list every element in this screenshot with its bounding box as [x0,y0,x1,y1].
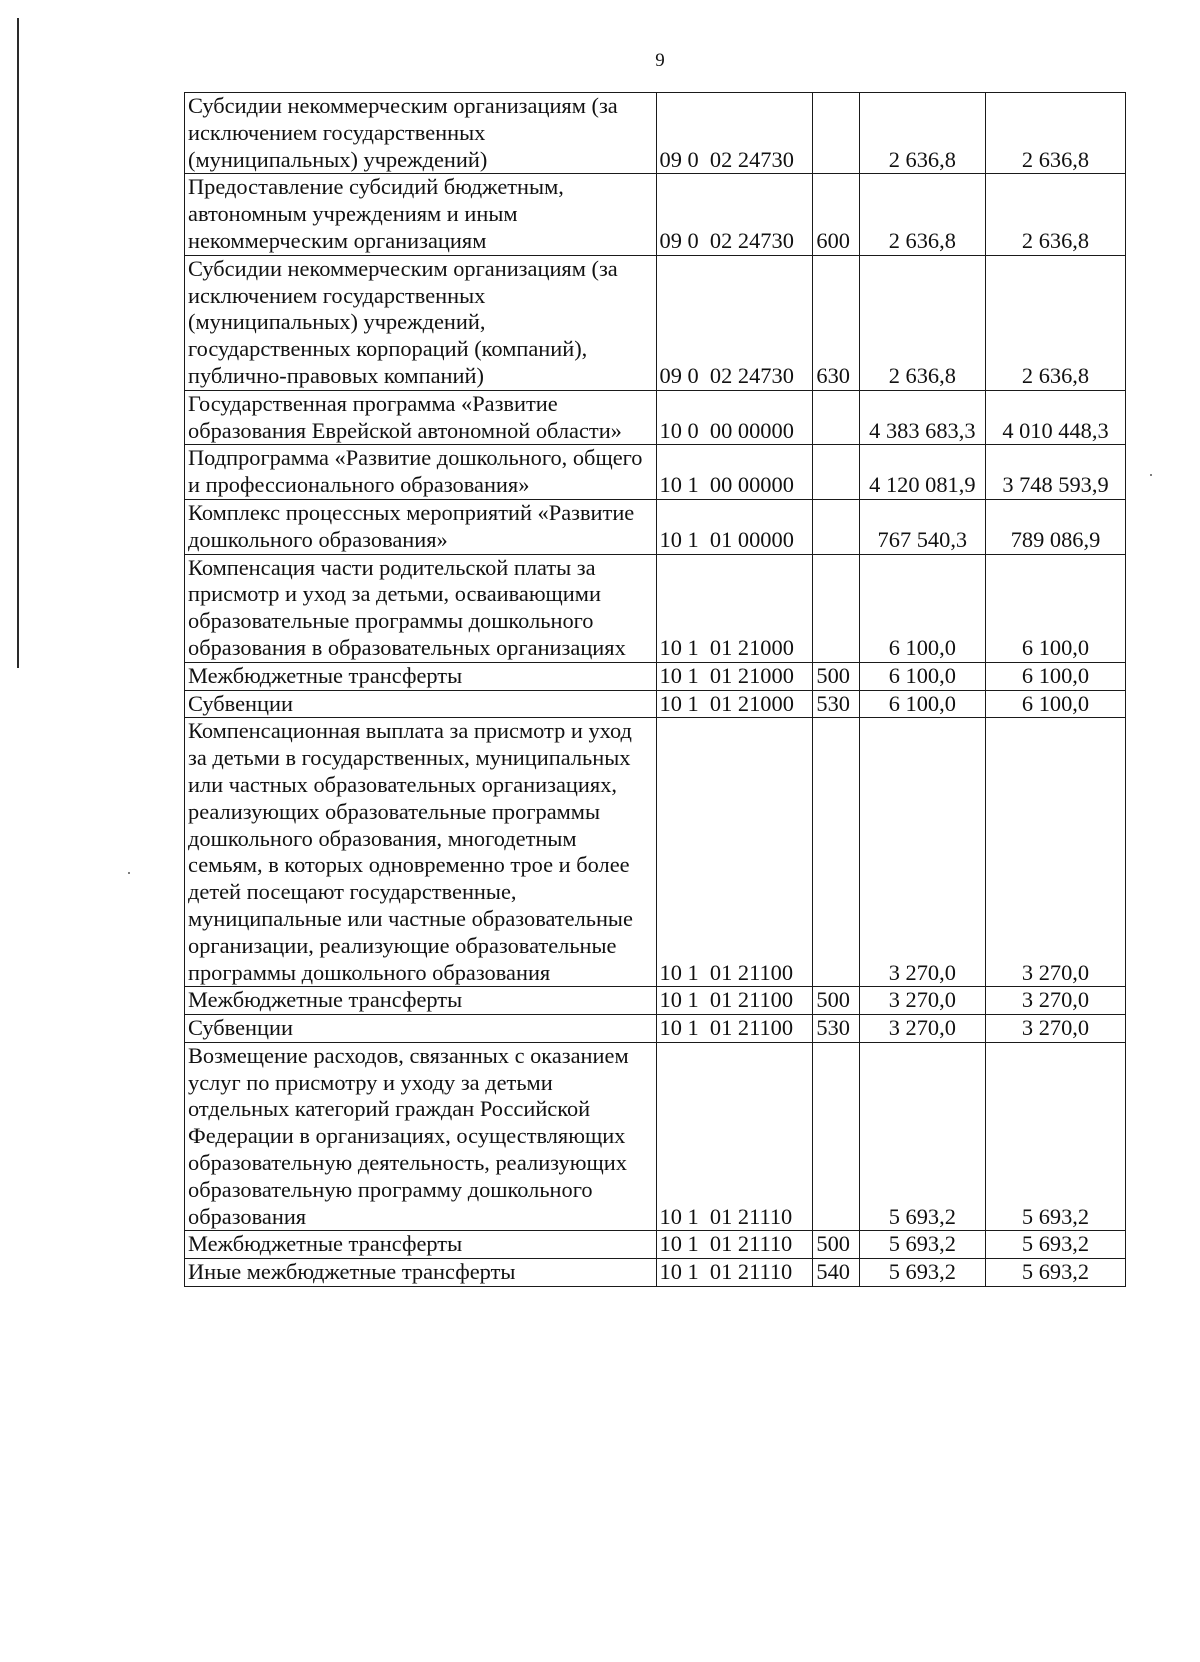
target-article-cell: 10 1 00 00000 [656,445,813,500]
target-article-cell: 10 1 01 21000 [656,662,813,690]
amount-year1-cell: 5 693,2 [859,1042,985,1231]
target-article-cell: 10 1 01 21000 [656,690,813,718]
budget-table-body [185,93,1126,1287]
row-name-cell: Комплекс процессных мероприятий «Развитие дошкольного образования» [185,499,657,554]
scan-speck [1150,474,1152,476]
target-article-cell: 10 1 01 00000 [656,499,813,554]
table-row [185,1015,1126,1043]
row-name-cell: Компенсационная выплата за присмотр и уход за детьми в государственных, муниципальных или частных образовательных организациях, реализующих образовательные программы дошкольного образования, многодетным семьям, в которых одновременно трое и более детей посещают государственные, муниципальные или частные образовательные организации, реализующие образовательные программы дошкольного образования [185,718,657,987]
amount-year1-cell: 6 100,0 [859,554,985,662]
row-name-cell: Межбюджетные трансферты [185,987,657,1015]
amount-year1-cell: 3 270,0 [859,1015,985,1043]
scan-edge-line [17,18,19,668]
amount-year1-cell: 5 693,2 [859,1259,985,1287]
amount-year2-cell: 3 270,0 [985,718,1125,987]
expense-type-cell: 600 [813,174,859,255]
amount-year2-cell: 3 270,0 [985,1015,1125,1043]
target-article-cell: 10 1 01 21100 [656,1015,813,1043]
table-row [185,174,1126,255]
amount-year2-cell: 789 086,9 [985,499,1125,554]
amount-year1-cell: 2 636,8 [859,255,985,390]
expense-type-cell [813,499,859,554]
amount-year1-cell: 767 540,3 [859,499,985,554]
table-row [185,690,1126,718]
row-name-cell: Субсидии некоммерческим организациям (за исключением государственных (муниципальных) учреждений, государственных корпораций (компаний), публично-правовых компаний) [185,255,657,390]
target-article-cell: 10 1 01 21110 [656,1231,813,1259]
table-row [185,499,1126,554]
expense-type-cell: 500 [813,1231,859,1259]
table-row [185,987,1126,1015]
amount-year2-cell: 6 100,0 [985,690,1125,718]
expense-type-cell [813,554,859,662]
amount-year2-cell: 5 693,2 [985,1042,1125,1231]
expense-type-cell [813,718,859,987]
row-name-cell: Предоставление субсидий бюджетным, автономным учреждениям и иным некоммерческим организациям [185,174,657,255]
row-name-cell: Иные межбюджетные трансферты [185,1259,657,1287]
amount-year2-cell: 2 636,8 [985,93,1125,174]
table-row [185,554,1126,662]
row-name-cell: Межбюджетные трансферты [185,662,657,690]
target-article-cell: 10 1 01 21110 [656,1259,813,1287]
expense-type-cell [813,445,859,500]
table-row [185,390,1126,445]
amount-year2-cell: 3 270,0 [985,987,1125,1015]
amount-year1-cell: 4 120 081,9 [859,445,985,500]
amount-year2-cell: 2 636,8 [985,255,1125,390]
amount-year1-cell: 2 636,8 [859,93,985,174]
page-number: 9 [655,50,665,71]
table-row [185,1259,1126,1287]
amount-year2-cell: 4 010 448,3 [985,390,1125,445]
table-row [185,718,1126,987]
row-name-cell: Субвенции [185,690,657,718]
row-name-cell: Возмещение расходов, связанных с оказанием услуг по присмотру и уходу за детьми отдельных категорий граждан Российской Федерации в организациях, осуществляющих образовательную деятельность, реализующих образовательную программу дошкольного образования [185,1042,657,1231]
target-article-cell: 09 0 02 24730 [656,255,813,390]
target-article-cell: 09 0 02 24730 [656,174,813,255]
amount-year1-cell: 6 100,0 [859,662,985,690]
table-row [185,445,1126,500]
scan-speck [128,872,130,874]
expense-type-cell: 530 [813,1015,859,1043]
table-row [185,662,1126,690]
table-row [185,1231,1126,1259]
row-name-cell: Межбюджетные трансферты [185,1231,657,1259]
target-article-cell: 10 1 01 21100 [656,718,813,987]
expense-type-cell: 630 [813,255,859,390]
amount-year2-cell: 2 636,8 [985,174,1125,255]
table-row [185,1042,1126,1231]
row-name-cell: Компенсация части родительской платы за присмотр и уход за детьми, осваивающими образовательные программы дошкольного образования в образовательных организациях [185,554,657,662]
expense-type-cell [813,1042,859,1231]
amount-year1-cell: 6 100,0 [859,690,985,718]
row-name-cell: Государственная программа «Развитие образования Еврейской автономной области» [185,390,657,445]
budget-table [184,92,1126,1287]
expense-type-cell: 500 [813,987,859,1015]
amount-year2-cell: 3 748 593,9 [985,445,1125,500]
target-article-cell: 10 1 01 21000 [656,554,813,662]
expense-type-cell: 500 [813,662,859,690]
expense-type-cell: 540 [813,1259,859,1287]
amount-year2-cell: 6 100,0 [985,662,1125,690]
expense-type-cell [813,93,859,174]
expense-type-cell [813,390,859,445]
row-name-cell: Субсидии некоммерческим организациям (за исключением государственных (муниципальных) учреждений) [185,93,657,174]
target-article-cell: 10 0 00 00000 [656,390,813,445]
amount-year2-cell: 6 100,0 [985,554,1125,662]
amount-year1-cell: 5 693,2 [859,1231,985,1259]
table-row [185,255,1126,390]
target-article-cell: 10 1 01 21110 [656,1042,813,1231]
amount-year2-cell: 5 693,2 [985,1231,1125,1259]
amount-year1-cell: 3 270,0 [859,987,985,1015]
amount-year1-cell: 4 383 683,3 [859,390,985,445]
target-article-cell: 10 1 01 21100 [656,987,813,1015]
amount-year2-cell: 5 693,2 [985,1259,1125,1287]
row-name-cell: Субвенции [185,1015,657,1043]
amount-year1-cell: 2 636,8 [859,174,985,255]
expense-type-cell: 530 [813,690,859,718]
table-row [185,93,1126,174]
amount-year1-cell: 3 270,0 [859,718,985,987]
target-article-cell: 09 0 02 24730 [656,93,813,174]
row-name-cell: Подпрограмма «Развитие дошкольного, общего и профессионального образования» [185,445,657,500]
